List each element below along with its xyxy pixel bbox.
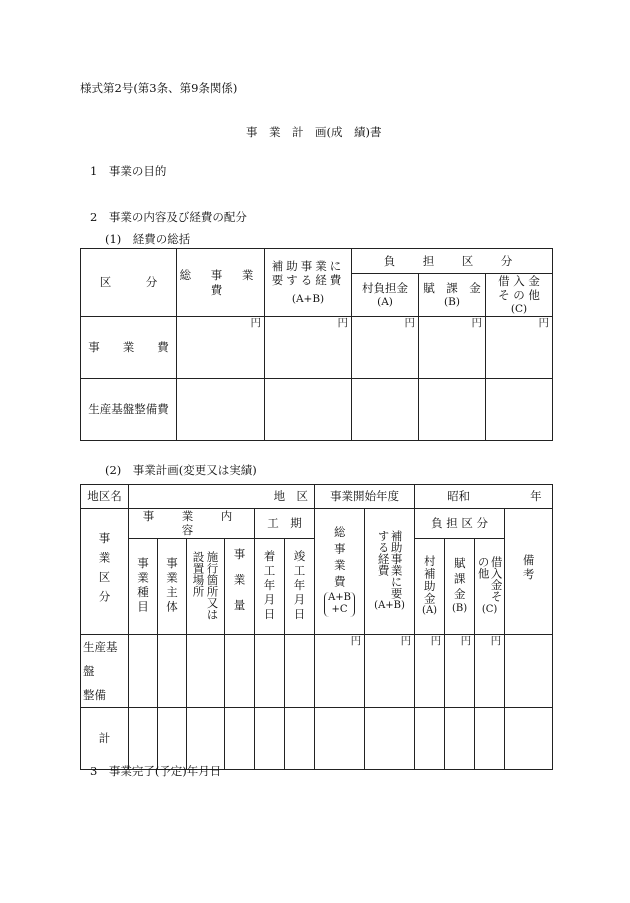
start-year-field: 昭和 年 — [415, 485, 553, 509]
row-label-project-cost: 事 業 費 — [81, 317, 177, 379]
header-subsidy-cost: 補助事業に 要する経費 (A+B) — [265, 249, 352, 317]
empty-cell — [187, 634, 225, 707]
table-row — [81, 317, 553, 379]
row-label-total: 計 — [81, 707, 129, 769]
empty-cell — [505, 707, 553, 769]
empty-cell — [415, 707, 445, 769]
empty-cell — [158, 634, 187, 707]
header-kubun: 区 分 — [81, 249, 177, 317]
header-site: 施行箇所又は設置場所 — [187, 538, 225, 634]
section-2-heading: 2 事業の内容及び経費の配分 — [90, 210, 247, 224]
header-project-body: 事業主体 — [158, 538, 187, 634]
empty-cell — [285, 707, 315, 769]
header-levy: 賦 課 金 (B) — [419, 274, 486, 317]
empty-cell — [505, 634, 553, 707]
yen-unit: 円 — [475, 634, 505, 707]
yen-unit: 円 — [486, 317, 553, 379]
page-title: 事 業 計 画(成 績)書 — [246, 125, 382, 139]
empty-cell — [352, 379, 419, 441]
start-year-label: 事業開始年度 — [315, 485, 415, 509]
empty-cell — [158, 707, 187, 769]
header-loan-other: 借入金その他 (C) — [475, 538, 505, 634]
section-3-heading: 3 事業完了(予定)年月日 — [90, 764, 222, 778]
empty-cell — [285, 634, 315, 707]
yen-unit: 円 — [419, 317, 486, 379]
form-number: 様式第2号(第3条、第9条関係) — [80, 81, 238, 95]
section-1-heading: 1 事業の目的 — [90, 164, 167, 178]
yen-unit: 円 — [415, 634, 445, 707]
yen-unit: 円 — [352, 317, 419, 379]
empty-cell — [129, 634, 158, 707]
empty-cell — [419, 379, 486, 441]
subsection-1-heading: (1) 経費の総括 — [105, 232, 191, 246]
empty-cell — [255, 634, 285, 707]
header-total-project-cost: 総事業費 A+B +C — [315, 509, 365, 635]
empty-cell — [255, 707, 285, 769]
header-village-burden: 村負担金 (A) — [352, 274, 419, 317]
empty-cell — [365, 707, 415, 769]
yen-unit: 円 — [177, 317, 265, 379]
header-project-content: 事 業 内 容 — [129, 509, 255, 539]
header-project-item: 事業種目 — [129, 538, 158, 634]
header-loan-other: 借 入 金 そ の 他 (C) — [486, 274, 553, 317]
district-name-label: 地区名 — [81, 485, 129, 509]
header-village-subsidy: 村補助金 (A) — [415, 538, 445, 634]
table-row — [81, 707, 553, 769]
yen-unit: 円 — [365, 634, 415, 707]
empty-cell — [265, 379, 352, 441]
yen-unit: 円 — [315, 634, 365, 707]
yen-unit: 円 — [445, 634, 475, 707]
row-label-infrastructure: 生産基盤 整備 — [81, 634, 129, 707]
yen-unit: 円 — [265, 317, 352, 379]
cost-summary-table — [80, 248, 553, 441]
header-total-cost: 総 事 業 費 — [177, 249, 265, 317]
empty-cell — [445, 707, 475, 769]
header-quantity: 事業量 — [225, 538, 255, 634]
subsection-2-heading: (2) 事業計画(変更又は実績) — [105, 463, 257, 477]
header-construction-period: 工 期 — [255, 509, 315, 539]
empty-cell — [225, 634, 255, 707]
header-remarks: 備 考 — [505, 509, 553, 635]
header-levy: 賦課金 (B) — [445, 538, 475, 634]
header-start-date: 着工年月日 — [255, 538, 285, 634]
row-label-infrastructure: 生産基盤整備費 — [81, 379, 177, 441]
empty-cell — [129, 707, 158, 769]
empty-cell — [486, 379, 553, 441]
project-plan-table — [80, 484, 553, 770]
district-field: 地 区 — [129, 485, 315, 509]
table-row — [81, 379, 553, 441]
empty-cell — [177, 379, 265, 441]
empty-cell — [225, 707, 255, 769]
empty-cell — [187, 707, 225, 769]
table-row — [81, 634, 553, 707]
header-burden-division: 負 担 区 分 — [415, 509, 505, 539]
empty-cell — [475, 707, 505, 769]
header-subsidy-cost: 補助事業に要する経費 (A+B) — [365, 509, 415, 635]
header-burden-division: 負 担 区 分 — [352, 249, 553, 274]
empty-cell — [315, 707, 365, 769]
header-project-division: 事業区分 — [81, 509, 129, 635]
header-completion-date: 竣工年月日 — [285, 538, 315, 634]
